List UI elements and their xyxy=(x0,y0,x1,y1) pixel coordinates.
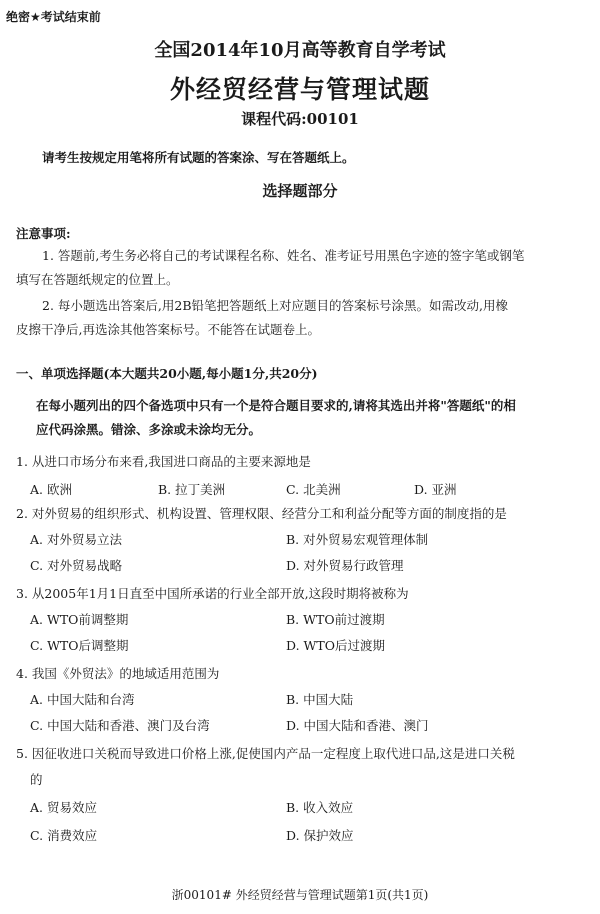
part-title: 选择题部分 xyxy=(262,182,338,200)
answer-notice: 请考生按规定用笔将所有试题的答案涂、写在答题纸上。 xyxy=(42,150,355,165)
question-4-option-a: A. 中国大陆和台湾 xyxy=(30,692,135,707)
question-1-option-d: D. 亚洲 xyxy=(414,482,457,497)
question-4-option-b: B. 中国大陆 xyxy=(286,692,354,707)
question-4-stem: 4. 我国《外贸法》的地域适用范围为 xyxy=(16,666,220,681)
note-1-line-2: 填写在答题纸规定的位置上。 xyxy=(16,272,179,287)
question-2-option-b: B. 对外贸易宏观管理体制 xyxy=(286,532,429,547)
course-code: 课程代码:00101 xyxy=(241,110,359,128)
question-5-option-c: C. 消费效应 xyxy=(30,828,98,843)
question-5-option-b: B. 收入效应 xyxy=(286,800,354,815)
question-5-option-a: A. 贸易效应 xyxy=(30,800,97,815)
question-2-option-a: A. 对外贸易立法 xyxy=(30,532,122,547)
note-2-line-2: 皮擦干净后,再选涂其他答案标号。不能答在试题卷上。 xyxy=(16,322,320,337)
note-2-line-1: 2. 每小题选出答案后,用2B铅笔把答题纸上对应题目的答案标号涂黑。如需改动,用橡 xyxy=(42,298,508,313)
notes-heading: 注意事项: xyxy=(16,226,71,241)
note-1-line-1: 1. 答题前,考生务必将自己的考试课程名称、姓名、准考证号用黑色字迹的签字笔或钢笔 xyxy=(42,248,525,263)
exam-name: 全国2014年10月高等教育自学考试 xyxy=(154,40,446,61)
page-title: 外经贸经营与管理试题 xyxy=(169,75,430,104)
question-2-stem: 2. 对外贸易的组织形式、机构设置、管理权限、经营分工和利益分配等方面的制度指的是 xyxy=(16,506,507,521)
question-3-stem: 3. 从2005年1月1日直至中国所承诺的行业全部开放,这段时期将被称为 xyxy=(16,586,409,601)
page-footer: 浙00101# 外经贸经营与管理试题第1页(共1页) xyxy=(171,888,429,902)
question-3-option-d: D. WTO后过渡期 xyxy=(286,638,385,653)
question-5-stem-line-1: 5. 因征收进口关税而导致进口价格上涨,促使国内产品一定程度上取代进口品,这是进口关税 xyxy=(16,746,515,761)
section-instruction-line-2: 应代码涂黑。错涂、多涂或未涂均无分。 xyxy=(36,422,262,437)
question-2-option-d: D. 对外贸易行政管理 xyxy=(286,558,404,573)
question-5-stem-line-2: 的 xyxy=(30,772,43,787)
question-5-option-d: D. 保护效应 xyxy=(286,828,354,843)
question-1-stem: 1. 从进口市场分布来看,我国进口商品的主要来源地是 xyxy=(16,454,311,469)
question-1-option-a: A. 欧洲 xyxy=(30,482,72,497)
question-1-option-c: C. 北美洲 xyxy=(286,482,341,497)
question-4-option-c: C. 中国大陆和香港、澳门及台湾 xyxy=(30,718,210,733)
confidential-label: 绝密★考试结束前 xyxy=(6,10,101,24)
question-3-option-b: B. WTO前过渡期 xyxy=(286,612,385,627)
question-3-option-c: C. WTO后调整期 xyxy=(30,638,129,653)
question-1-option-b: B. 拉丁美洲 xyxy=(158,482,226,497)
question-2-option-c: C. 对外贸易战略 xyxy=(30,558,123,573)
section-instruction-line-1: 在每小题列出的四个备选项中只有一个是符合题目要求的,请将其选出并将"答题纸"的相 xyxy=(36,398,516,413)
question-3-option-a: A. WTO前调整期 xyxy=(30,612,129,627)
question-4-option-d: D. 中国大陆和香港、澳门 xyxy=(286,718,429,733)
section-heading: 一、单项选择题(本大题共20小题,每小题1分,共20分) xyxy=(16,366,318,381)
